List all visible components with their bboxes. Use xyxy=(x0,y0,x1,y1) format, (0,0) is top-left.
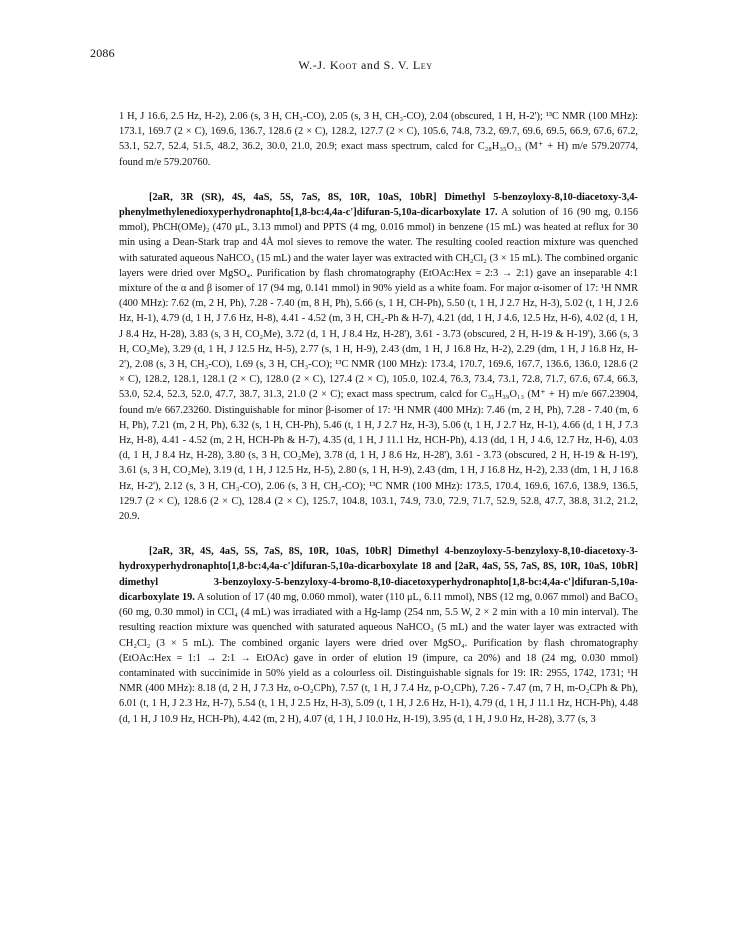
page-number: 2086 xyxy=(90,46,115,60)
paragraph-continued-data xyxy=(119,109,638,170)
authors-prefix: W.-J. xyxy=(298,58,330,72)
compound-17-procedure: A solution of 16 (90 mg, 0.156 mmol), PhCH(OMe)₂ (470 μL, 3.13 mmol) and PPTS (4 mg, 0.016 mmol) in benzene (15 mL) was heated at reflux for 30 min using a Dean-Stark trap and 4Å mol sieves to remove the water. The resulting cooled reaction mixture was quenched with saturated aqueous NaHCO₃ (15 mL) and the water layer was extracted with CH₂Cl₂ (3 × 15 mL). The combined organic layers were dried over MgSO₄. Purification by flash chromatography (EtOAc:Hex = 2:3 → 2:1) gave an inseparable 4:1 mixture of the α and β isomer of 17 (94 mg, 0.141 mmol) in 90% yield as a white foam. For major α-isomer of 17: ¹H NMR (400 MHz): 7.62 (m, 2 H, Ph), 7.28 - 7.40 (m, 8 H, Ph), 5.66 (s, 1 H, CH-Ph), 5.50 (t, 1 H, J 2.7 Hz, H-3), 5.02 (t, 1 H, J 2.6 Hz, H-1), 4.79 (d, 1 H, J 7.6 Hz, H-8), 4.41 - 4.52 (m, 3 H, CH₂-Ph & H-7), 4.21 (dd, 1 H, J 4.6, 12.5 Hz, H-6), 4.02 (d, 1 H, J 8.4 Hz, H-28), 3.83 (s, 3 H, CO₂Me), 3.72 (d, 1 H, J 8.4 Hz, H-28'), 3.61 - 3.73 (obscured, 2 H, H-19 & H-19'), 3.66 (s, 3 H, CO₂Me), 3.29 (d, 1 H, J 12.5 Hz, H-5), 2.77 (s, 1 H, H-9), 2.43 (dm, 1 H, J 16.8 Hz, H-2), 2.29 (dm, 1 H, J 16.8 Hz, H-2'), 2.08 (s, 3 H, CH₃-CO), 1.69 (s, 3 H, CH₃-CO); ¹³C NMR (100 MHz): 173.4, 170.7, 169.6, 167.7, 136.6, 136.0, 128.6 (2 × C), 128.2, 128.1, 128.1 (2 × C), 128.0 (2 × C), 127.4 (2 × C), 105.0, 102.4, 76.3, 73.4, 73.1, 72.8, 71.7, 67.6, 67.4, 66.3, 53.0, 52.4, 52.3, 52.0, 47.7, 38.7, 31.3, 21.0 (2 × C); exact mass spectrum, calcd for C₃₅H₃₉O₁₃ (M⁺ + H) m/e 667.23904, found m/e 667.23260. Distinguishable for minor β-isomer of 17: ¹H NMR (400 MHz): 7.46 (m, 2 H, Ph), 7.28 - 7.40 (m, 6 H, Ph), 7.21 (m, 2 H, Ph), 6.32 (s, 1 H, CH-Ph), 5.46 (t, 1 H, J 2.7 Hz, H-3), 5.06 (t, 1 H, J 2.7 Hz, H-1), 4.66 (d, 1 H, J 7.3 Hz, H-8), 4.41 - 4.52 (m, 2 H, HCH-Ph & H-7), 4.35 (d, 1 H, J 11.1 Hz, HCH-Ph), 4.13 (dd, 1 H, J 4.6, 12.7 Hz, H-6), 4.03 (d, 1 H, J 8.4 Hz, H-28), 3.80 (s, 3 H, CO₂Me), 3.78 (d, 1 H, J 8.6 Hz, H-28'), 3.61 - 3.73 (obscured, 2 H, H-19 & H-19'), 3.61 (s, 3 H, CO₂Me), 3.19 (d, 1 H, J 12.5 Hz, H-5), 2.80 (s, 1 H, H-9), 2.43 (dm, 1 H, J 16.8 Hz, H-2), 2.33 (dm, 1 H, J 16.8 Hz, H-2'), 2.12 (s, 3 H, CH₃-CO), 2.06 (s, 3 H, CH₃-CO); ¹³C NMR (100 MHz): 173.5, 170.4, 169.6, 167.6, 138.9, 136.5, 129.7 (2 × C), 128.6 (2 × C), 128.4 (2 × C), 125.7, 104.8, 103.1, 74.9, 73.0, 72.9, 71.7, 52.9, 52.8, 47.7, 38.8, 31.2, 21.2, 20.9. xyxy=(119,207,638,523)
compound-17-heading: [2aR, 3R (SR), 4S, 4aS, 5S, 7aS, 8S, 10R, 10aS, 10bR] Dimethyl 5-benzoyloxy-8,10-diacetoxy-3,4-phenylmethylenedioxyperhydronaphto[1,8-bc:4,4a-c']difuran-5,10a-dicarboxylate 17. xyxy=(119,191,638,219)
paragraph-body: 1 H, J 16.6, 2.5 Hz, H-2), 2.06 (s, 3 H, CH₃-CO), 2.05 (s, 3 H, CH₃-CO), 2.04 (obscured, 1 H, H-2'); ¹³C NMR (100 MHz): 173.1, 169.7 (2 × C), 169.6, 136.7, 128.6 (2 × C), 128.2, 127.7 (2 × C), 105.6, 74.8, 73.2, 69.7, 69.6, 69.5, 66.9, 67.6, 67.2, 53.1, 52.7, 52.4, 51.5, 48.2, 36.2, 30.0, 21.0, 20.9; exact mass spectrum, calcd for C₂₈H₃₅O₁₃ (M⁺ + H) m/e 579.20774, found m/e 579.20760. xyxy=(119,111,638,168)
author-surname-koot: Koot xyxy=(329,58,358,72)
paragraph-compounds-18-19 xyxy=(119,544,638,726)
compounds-18-19-procedure: A solution of 17 (40 mg, 0.060 mmol), water (110 μL, 6.11 mmol), NBS (12 mg, 0.067 mmol) and BaCO₃ (60 mg, 0.30 mmol) in CCl₄ (4 mL) was irradiated with a Hg-lamp (254 nm, 5.5 W, 2 × 2 min with a 10 min interval). The resulting reaction mixture was quenched with saturated aqueous NaHCO₃ (5 mL) and the water layer was extracted with CH₂Cl₂ (3 × 5 mL). The combined organic layers were dried over MgSO₄. Purification by flash chromatography (EtOAc:Hex = 1:1 → 2:1 → EtOAc) gave in order of elution 19 (impure, ca 20%) and 18 (24 mg, 0.030 mmol) contaminated with succinimide in 50% yield as a colourless oil. Distinguishable signals for 19: IR: 2955, 1742, 1731; ¹H NMR (400 MHz): 8.18 (d, 2 H, J 7.3 Hz, o-O₂CPh), 7.57 (t, 1 H, J 7.4 Hz, p-O₂CPh), 7.26 - 7.47 (m, 7 H, m-O₂CPh & Ph), 6.01 (t, 1 H, J 2.3 Hz, H-7), 5.54 (t, 1 H, J 2.5 Hz, H-3), 5.09 (t, 1 H, J 2.6 Hz, H-1), 4.79 (d, 1 H, J 11.1 Hz, HCH-Ph), 4.48 (d, 1 H, J 10.9 Hz, HCH-Ph), 4.42 (m, 2 H), 4.07 (d, 1 H, J 10.0 Hz, H-19), 3.95 (d, 1 H, J 9.0 Hz, H-28), 3.77 (s, 3 xyxy=(119,591,638,725)
experimental-text xyxy=(119,109,638,727)
authors-and: and S. V. xyxy=(357,58,413,72)
author-surname-ley: Ley xyxy=(412,58,433,72)
running-head-authors xyxy=(0,58,731,73)
paragraph-compound-17 xyxy=(119,190,638,524)
compounds-18-19-heading: [2aR, 3R, 4S, 4aS, 5S, 7aS, 8S, 10R, 10aS, 10bR] Dimethyl 4-benzoyloxy-5-benzyloxy-8,10-diacetoxy-3-hydroxyperhydronaphto[1,8-bc:4,4a-c']difuran-5,10a-dicarboxylate 18 and [2aR, 4aS, 5S, 7aS, 8S, 10R, 10aS, 10bR] dimethyl 3-benzoyloxy-5-benzyloxy-4-bromo-8,10-diacetoxyperhydronaphto[1,8-bc:4,4a-c']difuran-5,10a-dicarboxylate 19. xyxy=(119,546,638,603)
